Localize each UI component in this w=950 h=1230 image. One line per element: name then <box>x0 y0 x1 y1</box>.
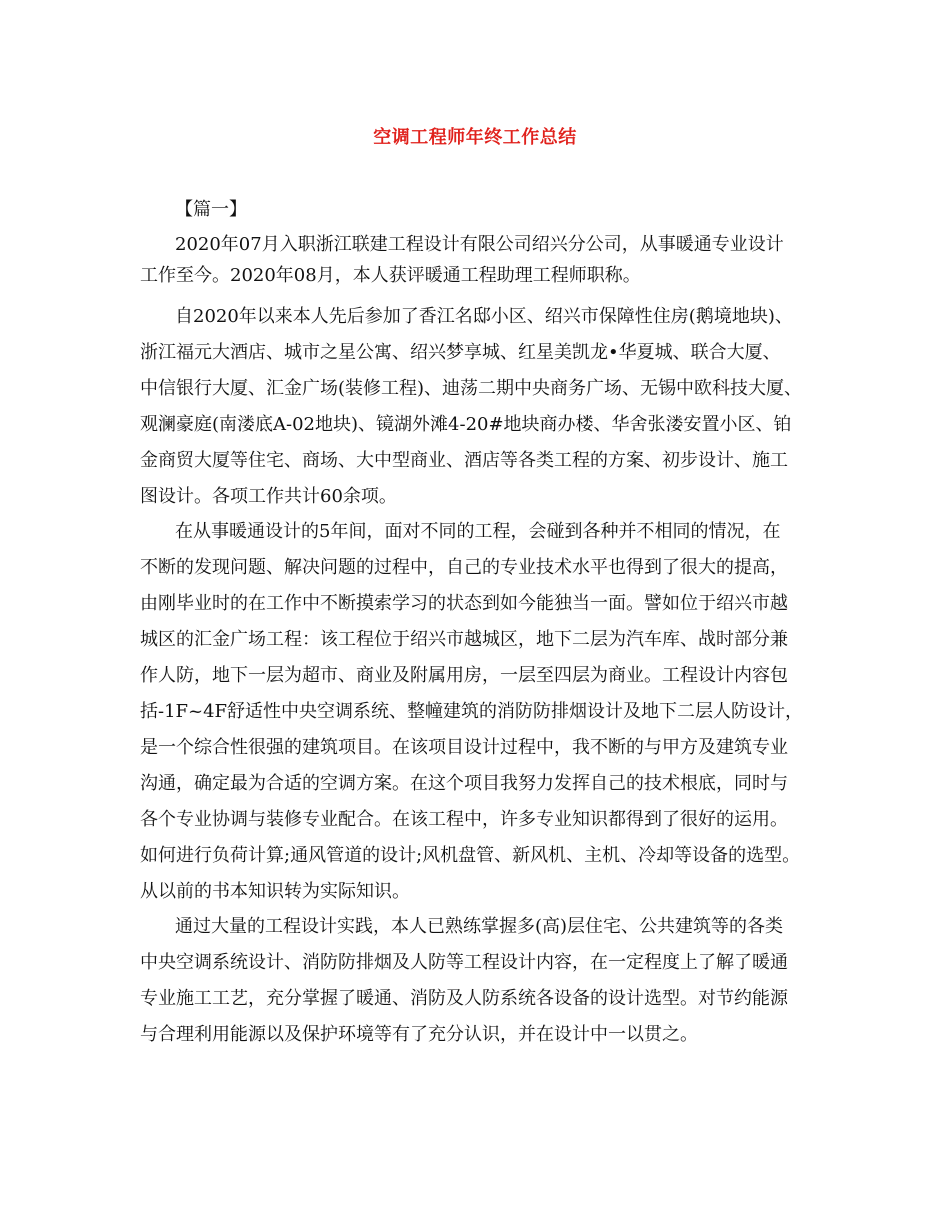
paragraph-line: 自2020年以来本人先后参加了香江名邸小区、绍兴市保障性住房(鹅境地块)、 <box>175 306 793 327</box>
paragraph-line: 从以前的书本知识转为实际知识。 <box>140 881 410 902</box>
paragraph-line: 括-1F~4F舒适性中央空调系统、整幢建筑的消防防排烟设计及地下二层人防设计， <box>140 701 804 722</box>
paragraph-line: 城区的汇金广场工程：该工程位于绍兴市越城区，地下二层为汽车库、战时部分兼 <box>140 629 788 650</box>
paragraph-line: 如何进行负荷计算;通风管道的设计;风机盘管、新风机、主机、冷却等设备的选型。 <box>140 845 801 866</box>
paragraph-line: 浙江福元大酒店、城市之星公寓、绍兴梦享城、红星美凯龙•华夏城、联合大厦、 <box>140 342 781 363</box>
paragraph-line: 观澜豪庭(南溇底A-02地块)、镜湖外滩4-20#地块商办楼、华舍张溇安置小区、铂 <box>140 414 792 435</box>
paragraph-line: 与合理利用能源以及保护环境等有了充分认识，并在设计中一以贯之。 <box>140 1024 698 1045</box>
paragraph-line: 2020年07月入职浙江联建工程设计有限公司绍兴分公司，从事暖通专业设计 <box>175 234 784 255</box>
paragraph-line: 通过大量的工程设计实践，本人已熟练掌握多(高)层住宅、公共建筑等的各类 <box>175 916 784 937</box>
paragraph-line: 各个专业协调与装修专业配合。在该工程中，许多专业知识都得到了很好的运用。 <box>140 809 788 830</box>
paragraph-line: 中信银行大厦、汇金广场(装修工程)、迪荡二期中央商务广场、无锡中欧科技大厦、 <box>140 378 803 399</box>
paragraph-line: 是一个综合性很强的建筑项目。在该项目设计过程中，我不断的与甲方及建筑专业 <box>140 737 788 758</box>
paragraph-line: 中央空调系统设计、消防防排烟及人防等工程设计内容，在一定程度上了解了暖通 <box>140 952 788 973</box>
paragraph-line: 作人防，地下一层为超市、商业及附属用房，一层至四层为商业。工程设计内容包 <box>140 665 788 686</box>
paragraph-line: 金商贸大厦等住宅、商场、大中型商业、酒店等各类工程的方案、初步设计、施工 <box>140 450 788 471</box>
paragraph-line: 在从事暖通设计的5年间，面对不同的工程，会碰到各种并不相同的情况，在 <box>175 521 781 542</box>
section-label: 【篇一】 <box>175 199 247 220</box>
document-title: 空调工程师年终工作总结 <box>373 127 577 148</box>
paragraph-line: 工作至今。2020年08月，本人获评暖通工程助理工程师职称。 <box>140 265 641 286</box>
paragraph-line: 不断的发现问题、解决问题的过程中，自己的专业技术水平也得到了很大的提高， <box>140 557 788 578</box>
paragraph-line: 沟通，确定最为合适的空调方案。在这个项目我努力发挥自己的技术根底，同时与 <box>140 773 788 794</box>
paragraph-line: 图设计。各项工作共计60余项。 <box>140 486 397 507</box>
paragraph-line: 由刚毕业时的在工作中不断摸索学习的状态到如今能独当一面。譬如位于绍兴市越 <box>140 593 788 614</box>
paragraph-line: 专业施工工艺，充分掌握了暖通、消防及人防系统各设备的设计选型。对节约能源 <box>140 988 788 1009</box>
